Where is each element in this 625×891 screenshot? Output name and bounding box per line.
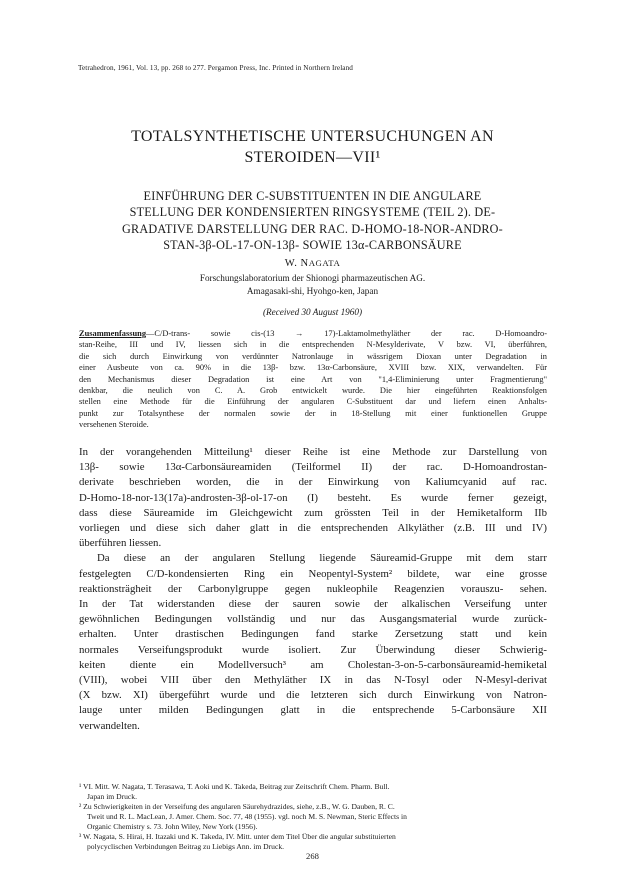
affiliation-line-1: Forschungslaboratorium der Shionogi pharmazeutischen AG. [199,273,426,283]
journal-citation-line: Tetrahedron, 1961, Vol. 13, pp. 268 to 277. Pergamon Press, Inc. Printed in Northern Ireland [78,64,353,72]
body-line: verwandelten. [79,719,140,732]
body-line: In der vorangehenden Mitteilung¹ dieser Reihe ist eine Methode zur Darstellung von [79,446,547,458]
body-line: reaktionsträgheit der Carbonylgruppe gegen nukleophile Reagenzien vorauszu- sehen. [79,582,547,595]
footnote-line: ¹ VI. Mitt. W. Nagata, T. Terasawa, T. Aoki und K. Takeda, Beitrag zur Zeitschrift Chem. Pharm. Bull. [79,782,390,791]
body-line: festgelegten C/D-kondensierten Ring ein Neopentyl-System² bildete, war eine grosse [79,567,547,580]
article-subtitle-line-3: GRADATIVE DARSTELLUNG DER RAC. D-HOMO-18-NOR-ANDRO- [122,221,503,236]
footnote-line: polycyclischen Verbindungen Beitrag zu Liebigs Ann. im Druck. [87,842,285,851]
body-line: In der Tat widerstanden diese der sauren sowie der alkalischen Verseifung unter [79,598,547,611]
body-line: lauge unter milden Bedingungen glatt in die entsprechende 5-Carbonsäure XII [79,704,547,717]
abstract [79,328,547,431]
body-line: normales Verseifungsprodukt wurde isoliert. Zur Überwindung dieser Schwierig- [79,643,547,656]
body-line: erhalten. Unter drastischen Bedingungen fand starke Zersetzung statt und kein [79,628,547,641]
abstract-line: stan-Reihe, III und IV, liessen sich in die entsprechenden N-Mesylderivate, V bzw. VI, überführen, [79,340,547,350]
body-line: vorliegen und diese sich daher glatt in die entsprechenden Alkyläther (z.B. III und IV) [79,522,547,535]
footnotes [79,782,547,852]
author-name [70,258,555,269]
article-subtitle-line-4: STAN-3β-OL-17-ON-13β- SOWIE 13α-CARBONSÄURE [163,238,462,253]
article-title [70,126,555,168]
article-subtitle-line-1: EINFÜHRUNG DER C-SUBSTITUENTEN IN DIE ANGULARE [143,189,482,203]
body-line: 13β- sowie 13α-Carbonsäureamiden (Teilformel II) der rac. D-Homoandrostan- [79,461,547,474]
page-number: 268 [306,851,319,861]
body-text [79,445,547,734]
abstract-line-text: —C/D-trans- sowie cis-(13 → 17)-Laktamolmethyläther der rac. D-Homoandro- [146,329,547,338]
abstract-line: versehenen Steroide. [79,420,149,430]
abstract-line: die sich durch Einwirkung von verdünnter Natronlauge in wässrigem Dioxan unter Degradation in [79,351,547,361]
footnote-line: ² Zu Schwierigkeiten in der Verseifung des angularen Säurehydrazides, siehe, z.B., W. G. Dauben, R. C. [79,802,395,811]
author-name-initial: W. N [284,258,309,269]
abstract-line [79,328,547,339]
received-date-text: (Received 30 August 1960) [262,307,363,317]
body-line: gewöhnlichen Bedingungen vollständig und nur das Ausgangsmaterial wurde zurück- [79,613,547,626]
abstract-line: stellen eine Methode für die Einführung der angularen C-Substituent dar und liefern einen Anhalts- [79,397,547,407]
footnote-line: Organic Chemistry s. 73. John Wiley, New York (1956). [87,822,258,831]
abstract-line: denkbar, die neulich von C. A. Grob entwickelt wurde. Die hier eingeführten Reaktionsfolgen [79,386,547,396]
abstract-lead: Zusammenfassung [79,329,147,338]
body-line: überführen liessen. [79,537,162,550]
abstract-line: punkt zur Totalsynthese der normalen sowie der in 18-Stellung mit einer funktionellen Gruppe [79,408,547,418]
article-title-line-1: TOTALSYNTHETISCHE UNTERSUCHUNGEN AN [131,128,494,145]
affiliation-line-2: Amagasaki-shi, Hyohgo-ken, Japan [246,286,379,296]
received-date [70,307,555,317]
body-line: dass diese Säureamide im Gleichgewicht zum grössten Teil in der Hemiketalform IIb [79,506,547,519]
footnote-line: Japan im Druck. [87,792,137,801]
body-line: (X bzw. XI) übergeführt wurde und die letzteren sich durch Einwirkung von Natron- [79,689,547,702]
body-line: keiten diente ein Modellversuch³ am Cholestan-3-on-5-carbonsäureamid-hemiketal [79,658,547,671]
body-line: derivate beschrieben worden, die in der Einwirkung von Kaliumcyanid auf rac. [79,476,547,489]
body-line: D-Homo-18-nor-13(17a)-androsten-3β-ol-17-on (I) besteht. Es wurde ferner gezeigt, [79,491,547,504]
abstract-line: den Mechanismus dieser Degradation ist eine Art von "1,4-Eliminierung unter Fragmentierung" [79,374,547,384]
footnote-line: ³ W. Nagata, S. Hirai, H. Itazaki und K. Takeda, IV. Mitt. unter dem Titel Über die angular substituierten [79,832,396,841]
abstract-line: einer Ausbeute von ca. 90% in die 13β- bzw. 13α-Carbonsäure, XVIII bzw. XIX, verwandelten. Für [79,363,547,373]
article-subtitle [70,188,555,254]
author-affiliation [70,272,555,298]
footnote-line: Tweit und R. L. MacLean, J. Amer. Chem. Soc. 77, 48 (1955). vgl. noch M. S. Newman, Steric Effects in [87,812,407,821]
article-title-line-2: STEROIDEN—VII¹ [244,149,381,166]
author-name-rest: AGATA [308,258,341,268]
article-subtitle-line-2: STELLUNG DER KONDENSIERTEN RINGSYSTEME (TEIL 2). DE- [129,205,496,220]
body-line: Da diese an der angularen Stellung liegende Säureamid-Gruppe mit dem starr [97,552,547,565]
body-line: (VIII), wobei VIII über den Methyläther IX in das N-Tosyl oder N-Mesyl-derivat [79,674,547,687]
